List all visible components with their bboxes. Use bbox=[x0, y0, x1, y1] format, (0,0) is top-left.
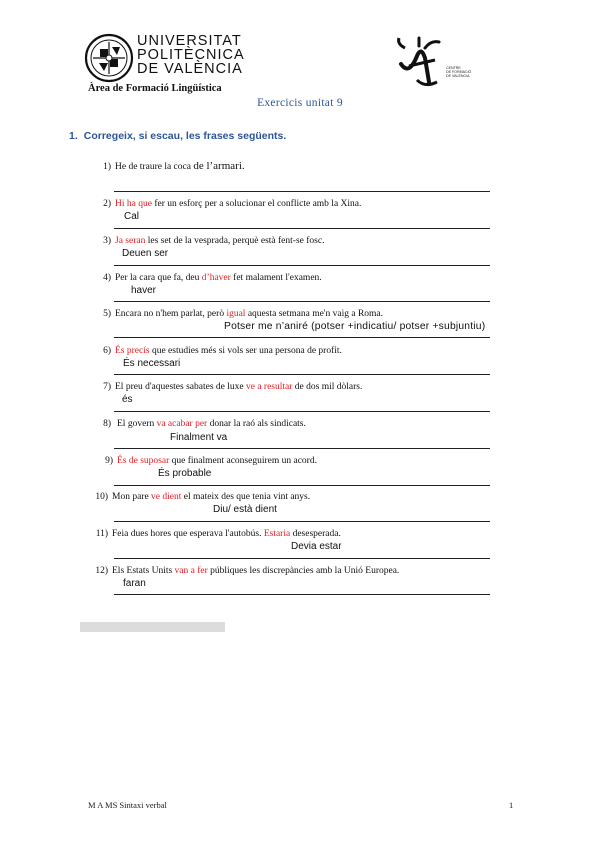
answer-line-5 bbox=[114, 337, 490, 338]
exercise-item-3-answer: Deuen ser bbox=[122, 248, 169, 259]
item-number: 9) bbox=[105, 456, 113, 466]
exercise-item-7-answer: és bbox=[122, 394, 133, 405]
answer-line-3 bbox=[114, 265, 490, 266]
item-error-phrase: Estaria bbox=[263, 529, 291, 539]
answer-line-8 bbox=[114, 448, 490, 449]
item-number: 5) bbox=[103, 309, 111, 319]
item-text-before: Per la cara que fa, deu bbox=[115, 273, 202, 283]
exercise-item-2-prompt bbox=[92, 199, 361, 209]
exercise-item-6-prompt bbox=[92, 346, 342, 356]
exercise-item-11-answer: Devia estar bbox=[291, 541, 342, 552]
exercise-item-5-answer: Potser me n’aniré (potser +indicatiu/ potser +subjuntiu) bbox=[224, 321, 486, 332]
exercise-item-7-prompt bbox=[92, 382, 362, 392]
university-name-line2: POLITÈCNICA bbox=[137, 47, 245, 63]
answer-line-11 bbox=[114, 558, 490, 559]
item-text-after: les set de la vesprada, perquè està fent-se fosc. bbox=[145, 236, 325, 246]
item-number: 7) bbox=[103, 382, 111, 392]
item-text-before: Mon pare bbox=[112, 492, 152, 502]
exercise-item-3-prompt bbox=[92, 236, 324, 246]
answer-line-7 bbox=[114, 411, 490, 412]
item-number: 2) bbox=[103, 199, 111, 209]
caf-logo-text bbox=[446, 66, 471, 79]
item-error-phrase: Hi ha que bbox=[115, 199, 152, 209]
page-title: Exercicis unitat 9 bbox=[257, 97, 343, 109]
exercise-item-4-answer: haver bbox=[131, 285, 157, 296]
caf-text-line3: DE VALÈNCIA bbox=[446, 74, 470, 79]
item-text-after: de dos mil dòlars. bbox=[292, 382, 363, 392]
caf-logo bbox=[395, 36, 443, 90]
item-error-phrase: ve dient bbox=[151, 492, 182, 502]
university-name bbox=[137, 34, 245, 76]
gray-highlight-bar bbox=[80, 622, 225, 632]
item-text-after: fer un esforç per a solucionar el conflicte amb la Xina. bbox=[151, 199, 362, 209]
item-error-phrase: va acabar per bbox=[156, 419, 208, 429]
item-text-after: que estudies més si vols ser una persona de profit. bbox=[149, 346, 342, 356]
item-number: 11) bbox=[95, 529, 108, 539]
page-number: 1 bbox=[509, 800, 514, 810]
area-label: Àrea de Formació Lingüística bbox=[88, 83, 222, 94]
university-name-line3: DE VALÈNCIA bbox=[137, 61, 243, 77]
item-text-tail: de l’armari. bbox=[193, 160, 245, 172]
exercise-item-10-prompt bbox=[89, 492, 310, 502]
item-number: 3) bbox=[103, 236, 111, 246]
item-text-after: públiques les discrepàncies amb la Unió Europea. bbox=[207, 566, 400, 576]
exercise-instruction: Corregeix, si escau, les frases següents. bbox=[83, 130, 287, 142]
item-error-phrase: És de suposar bbox=[117, 456, 170, 466]
item-number: 4) bbox=[103, 273, 111, 283]
item-text-before: El preu d'aquestes sabates de luxe bbox=[115, 382, 246, 392]
item-text-after: donar la raó als sindicats. bbox=[207, 419, 306, 429]
answer-line-10 bbox=[114, 521, 490, 522]
exercise-item-9-prompt bbox=[94, 456, 317, 466]
item-text-after: el mateix des que tenia vint anys. bbox=[181, 492, 311, 502]
item-text-before: Encara no n'hem parlat, però bbox=[115, 309, 227, 319]
exercise-item-6-answer: És necessari bbox=[123, 358, 181, 369]
answer-line-1 bbox=[114, 191, 490, 192]
item-text-before: He de traure la coca bbox=[115, 162, 194, 172]
university-seal-logo bbox=[84, 33, 134, 83]
exercise-item-12-prompt bbox=[89, 566, 399, 576]
item-text-after: aquesta setmana me'n vaig a Roma. bbox=[245, 309, 384, 319]
answer-line-2 bbox=[114, 228, 490, 229]
item-text-before: Els Estats Units bbox=[112, 566, 175, 576]
exercise-item-2-answer: Cal bbox=[124, 211, 140, 222]
item-error-phrase: igual bbox=[226, 309, 246, 319]
item-number: 12) bbox=[95, 566, 108, 576]
exercise-heading bbox=[69, 130, 286, 142]
exercise-item-8-prompt bbox=[92, 419, 306, 429]
item-error-phrase: van a fer bbox=[174, 566, 208, 576]
item-number: 8) bbox=[103, 419, 111, 429]
answer-line-12 bbox=[114, 594, 490, 595]
exercise-item-9-answer: És probable bbox=[158, 468, 212, 479]
answer-line-6 bbox=[114, 374, 490, 375]
item-text-before: Feia dues hores que esperava l'autobús. bbox=[112, 529, 264, 539]
item-error-phrase: d’haver bbox=[201, 273, 231, 283]
item-number: 6) bbox=[103, 346, 111, 356]
exercise-item-5-prompt bbox=[92, 309, 383, 319]
answer-line-9 bbox=[114, 485, 490, 486]
item-text-after: que finalment aconseguirem un acord. bbox=[169, 456, 317, 466]
item-error-phrase: ve a resultar bbox=[245, 382, 293, 392]
answer-line-4 bbox=[114, 301, 490, 302]
footer-label: M A MS Sintaxi verbal bbox=[88, 800, 167, 810]
exercise-item-8-answer: Finalment va bbox=[170, 432, 228, 443]
exercise-number: 1. bbox=[69, 130, 78, 142]
exercise-item-4-prompt bbox=[92, 273, 322, 283]
item-text-after: desesperada. bbox=[290, 529, 341, 539]
item-text-before: El govern bbox=[117, 419, 157, 429]
caf-text-line1: CENTRE bbox=[446, 66, 461, 70]
item-text-after: fet malament l'examen. bbox=[230, 273, 322, 283]
exercise-item-1-prompt bbox=[92, 160, 245, 172]
caf-text-line2: DE FORMACIÓ bbox=[446, 70, 472, 75]
exercise-item-10-answer: Diu/ està dient bbox=[213, 504, 277, 515]
item-number: 10) bbox=[95, 492, 108, 502]
university-name-line1: UNIVERSITAT bbox=[137, 33, 242, 49]
item-error-phrase: És precís bbox=[115, 346, 150, 356]
exercise-item-11-prompt bbox=[89, 529, 341, 539]
item-error-phrase: Ja seran bbox=[115, 236, 146, 246]
item-number: 1) bbox=[103, 162, 111, 172]
exercise-item-12-answer: faran bbox=[123, 578, 146, 589]
